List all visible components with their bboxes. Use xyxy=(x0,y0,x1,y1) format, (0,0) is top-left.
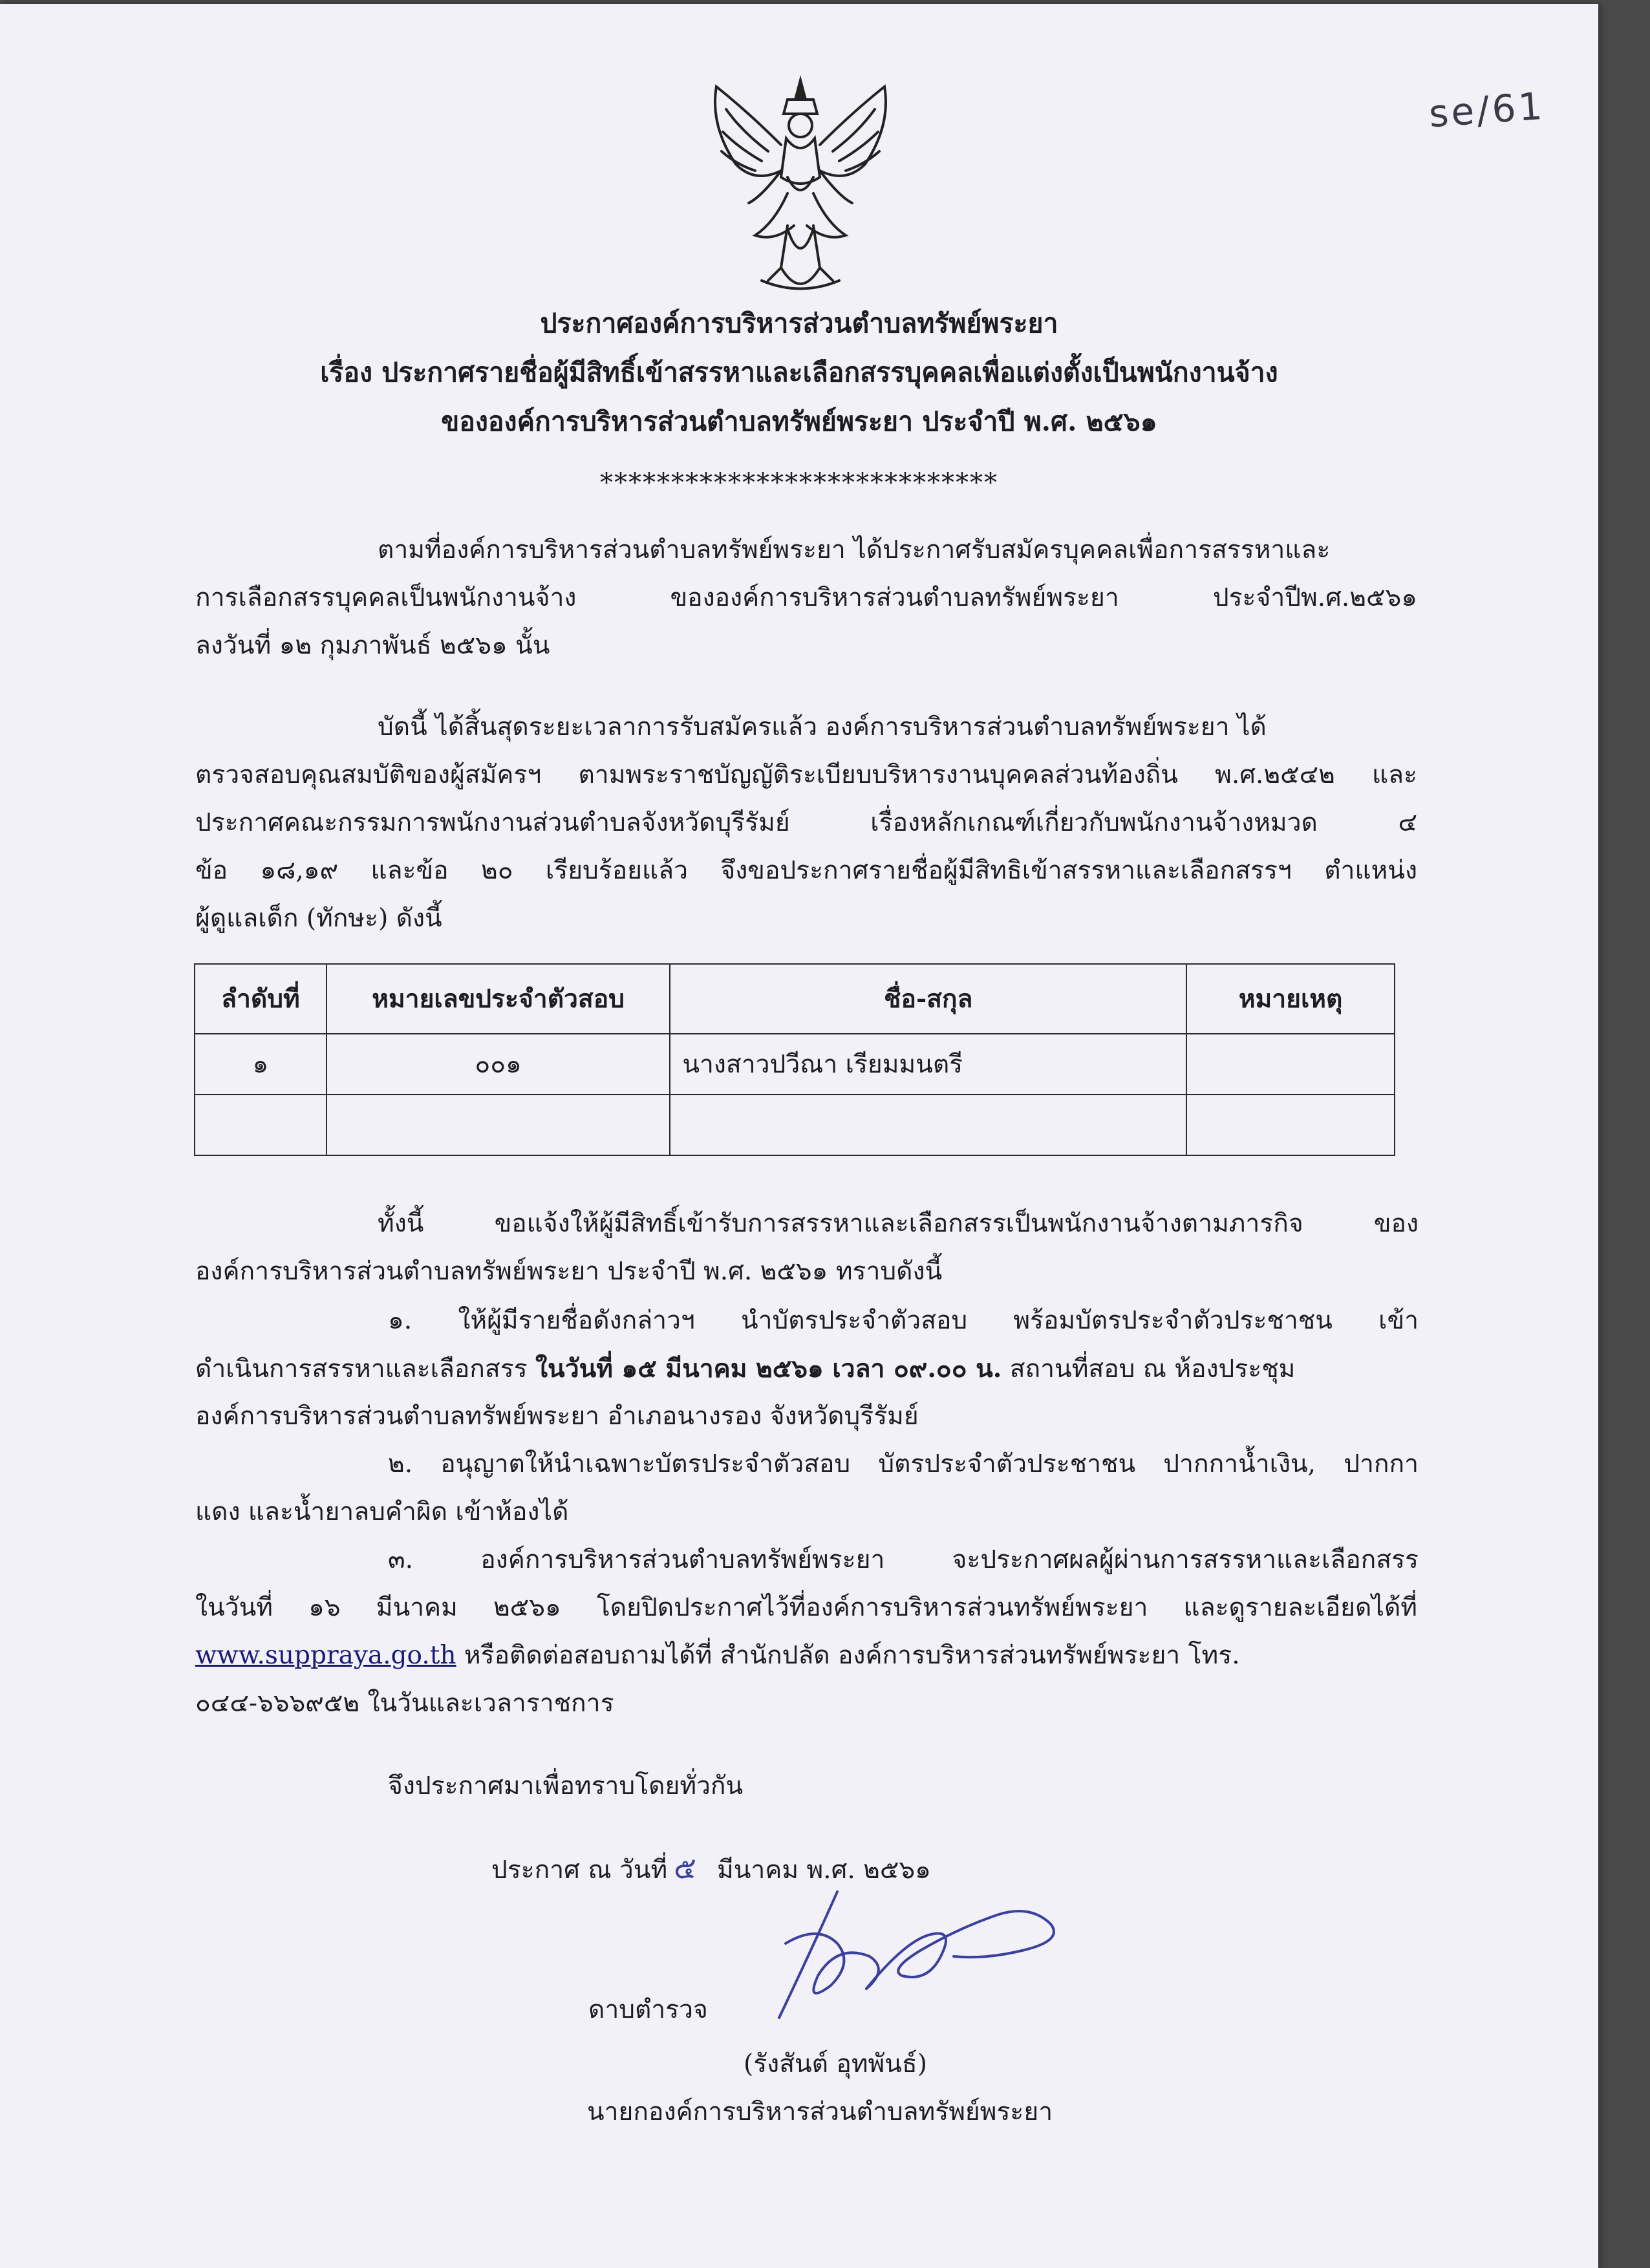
signer-position: นายกองค์การบริหารส่วนตำบลทรัพย์พระยา xyxy=(587,2097,1053,2126)
para1-line-2: การเลือกสรรบุคคลเป็นพนักงานจ้าง ขององค์การบริหารส่วนตำบลทรัพย์พระยา ประจำปีพ.ศ.๒๕๖๑ xyxy=(195,583,1417,612)
item2-line-1: ๒. อนุญาตให้นำเฉพาะบัตรประจำตัวสอบ บัตรประจำตัวประชาชน ปากกาน้ำเงิน, ปากกา xyxy=(388,1450,1419,1479)
item1-line-1: ๑. ให้ผู้มีรายชื่อดังกล่าวฯ นำบัตรประจำตัวสอบ พร้อมบัตรประจำตัวประชาชน เข้า xyxy=(388,1306,1419,1335)
website-link[interactable]: www.suppraya.go.th xyxy=(195,1641,456,1670)
cell-exam-number: ๐๐๑ xyxy=(327,1034,670,1095)
para3-line-2: องค์การบริหารส่วนตำบลทรัพย์พระยา ประจำปี พ.ศ. ๒๕๖๑ ทราบดังนี้ xyxy=(195,1257,943,1286)
item1-line-2 xyxy=(195,1345,1295,1393)
cell-full-name xyxy=(670,1095,1186,1155)
applicants-table xyxy=(194,963,1395,1156)
signer-rank: ดาบตำรวจ xyxy=(588,1995,708,2024)
date-prefix: ประกาศ ณ วันที่ xyxy=(491,1856,668,1885)
header-full-name: ชื่อ-สกุล xyxy=(670,964,1186,1034)
table-header-row xyxy=(195,964,1395,1034)
title-line-3: ขององค์การบริหารส่วนตำบลทรัพย์พระยา ประจำปี พ.ศ. ๒๕๖๑ xyxy=(441,406,1157,437)
handwritten-day: ๕ xyxy=(674,1850,696,1885)
closing-statement: จึงประกาศมาเพื่อทราบโดยทั่วกัน xyxy=(388,1771,744,1801)
para3-line-1: ทั้งนี้ ขอแจ้งให้ผู้มีสิทธิ์เข้ารับการสรรหาและเลือกสรรเป็นพนักงานจ้างตามภารกิจ ของ xyxy=(378,1209,1419,1238)
cell-exam-number xyxy=(327,1095,670,1155)
title-line-2: เรื่อง ประกาศรายชื่อผู้มีสิทธิ์เข้าสรรหาและเลือกสรรบุคคลเพื่อแต่งตั้งเป็นพนักงานจ้าง xyxy=(320,357,1278,388)
item3-line-3-rest: หรือติดต่อสอบถามได้ที่ สำนักปลัด องค์การบริหารส่วนทรัพย์พระยา โทร. xyxy=(456,1641,1240,1670)
cell-order xyxy=(195,1095,327,1155)
para2-line-2: ตรวจสอบคุณสมบัติของผู้สมัครฯ ตามพระราชบัญญัติระเบียบบริหารงานบุคคลส่วนท้องถิ่น พ.ศ.๒๕๔๒ และ xyxy=(195,760,1417,789)
exam-date-time: ในวันที่ ๑๕ มีนาคม ๒๕๖๑ เวลา ๐๙.๐๐ น. xyxy=(535,1354,1002,1384)
title-separator: **************************** xyxy=(600,468,998,498)
item1-line-2-start: ดำเนินการสรรหาและเลือกสรร xyxy=(195,1354,535,1384)
para2-line-1: บัดนี้ ได้สิ้นสุดระยะเวลาการรับสมัครแล้ว องค์การบริหารส่วนตำบลทรัพย์พระยา ได้ xyxy=(378,712,1267,742)
title-line-1: ประกาศองค์การบริหารส่วนตำบลทรัพย์พระยา xyxy=(540,308,1058,339)
document-page xyxy=(0,4,1598,2268)
cell-order: ๑ xyxy=(195,1034,327,1095)
para1-line-1: ตามที่องค์การบริหารส่วนตำบลทรัพย์พระยา ได้ประกาศรับสมัครบุคคลเพื่อการสรรหาและ xyxy=(378,535,1331,564)
header-exam-number: หมายเลขประจำตัวสอบ xyxy=(327,964,670,1034)
item3-line-1: ๓. องค์การบริหารส่วนตำบลทรัพย์พระยา จะประกาศผลผู้ผ่านการสรรหาและเลือกสรร xyxy=(388,1545,1419,1574)
cell-remarks xyxy=(1186,1034,1395,1095)
item3-line-4: ๐๔๔-๖๖๖๙๕๒ ในวันและเวลาราชการ xyxy=(195,1689,614,1718)
para2-line-5: ผู้ดูแลเด็ก (ทักษะ) ดังนี้ xyxy=(195,904,442,933)
para1-line-3: ลงวันที่ ๑๒ กุมภาพันธ์ ๒๕๖๑ นั้น xyxy=(195,631,550,660)
signature-icon xyxy=(740,1866,1077,2034)
para2-line-4: ข้อ ๑๘,๑๙ และข้อ ๒๐ เรียบร้อยแล้ว จึงขอประกาศรายชื่อผู้มีสิทธิเข้าสรรหาและเลือกสรรฯ ตำแหน่ง xyxy=(195,856,1417,885)
signer-name: (รังสันต์ อุทพันธ์) xyxy=(744,2049,927,2079)
table-row xyxy=(195,1095,1395,1155)
para2-line-3: ประกาศคณะกรรมการพนักงานส่วนตำบลจังหวัดบุรีรัมย์ เรื่องหลักเกณฑ์เกี่ยวกับพนักงานจ้างหมวด ๔ xyxy=(195,808,1417,837)
item1-line-2-end: สถานที่สอบ ณ ห้องประชุม xyxy=(1002,1354,1296,1384)
table-row xyxy=(195,1034,1395,1095)
cell-remarks xyxy=(1186,1095,1395,1155)
item3-line-3 xyxy=(195,1632,1240,1680)
date-rest: มีนาคม พ.ศ. ๒๕๖๑ xyxy=(717,1856,931,1885)
garuda-emblem-icon xyxy=(691,74,910,306)
item1-line-3: องค์การบริหารส่วนตำบลทรัพย์พระยา อำเภอนางรอง จังหวัดบุรีรัมย์ xyxy=(195,1402,919,1431)
cell-full-name: นางสาวปวีณา เรียมมนตรี xyxy=(670,1034,1186,1095)
item3-line-2: ในวันที่ ๑๖ มีนาคม ๒๕๖๑ โดยปิดประกาศไว้ที่องค์การบริหารส่วนทรัพย์พระยา และดูรายละเอียดได้ที่ xyxy=(195,1593,1417,1622)
header-remarks: หมายเหตุ xyxy=(1186,964,1395,1034)
handwritten-reference-note: se/61 xyxy=(1427,83,1547,136)
item2-line-2: แดง และน้ำยาลบคำผิด เข้าห้องได้ xyxy=(195,1497,569,1526)
header-order: ลำดับที่ xyxy=(195,964,327,1034)
